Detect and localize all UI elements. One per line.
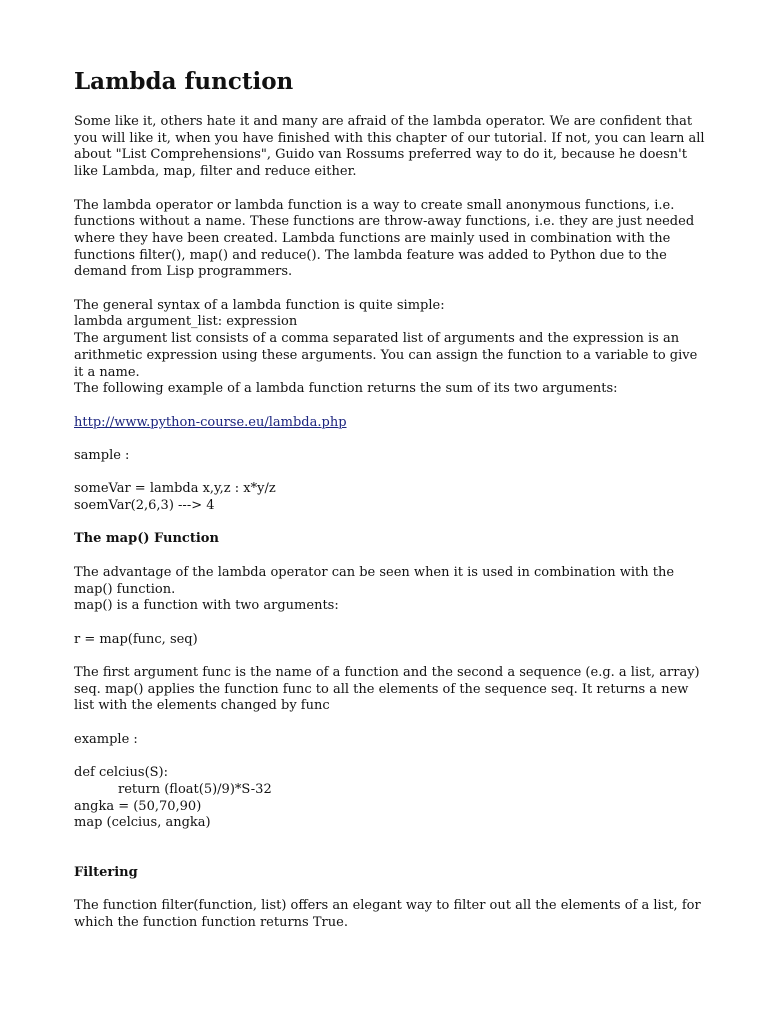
spacer xyxy=(74,832,708,865)
spacer xyxy=(74,882,708,899)
example-label: example : xyxy=(74,731,138,747)
sample-line-2: soemVar(2,6,3) ---> 4 xyxy=(74,498,215,514)
python-course-link[interactable]: http://www.python-course.eu/lambda.php xyxy=(74,414,347,430)
intro-paragraph: Some like it, others hate it and many are afraid of the lambda operator. We are confident that you will like it, when you have finished with this chapter of our tutorial. If not, you can learn all about "List Comprehensions", Guido van Rossums preferred way to do it, because he doesn't like Lambda, map, filter and reduce either. xyxy=(74,114,709,180)
syntax-line: lambda argument_list: expression xyxy=(74,314,298,330)
page-title: Lambda function xyxy=(74,68,294,95)
code-line-1: def celcius(S): xyxy=(74,765,169,781)
spacer xyxy=(74,515,708,532)
syntax-intro: The general syntax of a lambda function is quite simple: xyxy=(74,297,445,313)
filtering-heading: Filtering xyxy=(74,865,138,881)
sample-line-1: someVar = lambda x,y,z : x*y/z xyxy=(74,481,276,497)
map-paragraph-1: The advantage of the lambda operator can be seen when it is used in combination with the map() function. xyxy=(74,564,679,597)
syntax-description: The argument list consists of a comma separated list of arguments and the expression is an arithmetic expression using these arguments. You can assign the function to a variable to give it a name. xyxy=(74,331,702,380)
code-line-3: angka = (50,70,90) xyxy=(74,798,202,814)
spacer xyxy=(74,749,708,766)
link-paragraph xyxy=(74,415,708,432)
map-code-line: r = map(func, seq) xyxy=(74,631,198,647)
spacer xyxy=(74,398,708,415)
lambda-description-paragraph: The lambda operator or lambda function is a way to create small anonymous functions, i.e. functions without a name. These functions are throw-away functions, i.e. they are just needed where they have been created. Lambda functions are mainly used in combination with the functions filter(), map() and reduce(). The lambda feature was added to Python due to the demand from Lisp programmers. xyxy=(74,197,699,280)
spacer xyxy=(74,548,708,565)
example-intro: The following example of a lambda function returns the sum of its two arguments: xyxy=(74,381,618,397)
spacer xyxy=(74,615,708,632)
code-line-4: map (celcius, angka) xyxy=(74,815,211,831)
code-line-2: return (float(5)/9)*S-32 xyxy=(118,781,272,797)
sample-label: sample : xyxy=(74,448,130,463)
spacer xyxy=(74,648,708,665)
spacer xyxy=(74,181,708,198)
filter-paragraph: The function filter(function, list) offers an elegant way to filter out all the elements of a list, for which the function function returns True. xyxy=(74,898,705,931)
spacer xyxy=(74,715,708,732)
map-heading: The map() Function xyxy=(74,531,219,547)
spacer xyxy=(74,431,708,448)
spacer xyxy=(74,465,708,482)
spacer xyxy=(74,281,708,298)
map-paragraph-3: The first argument func is the name of a function and the second a sequence (e.g. a list, array) seq. map() applies the function func to all the elements of the sequence seq. It returns a new list with the elements changed by func xyxy=(74,665,704,714)
map-paragraph-2: map() is a function with two arguments: xyxy=(74,598,339,614)
